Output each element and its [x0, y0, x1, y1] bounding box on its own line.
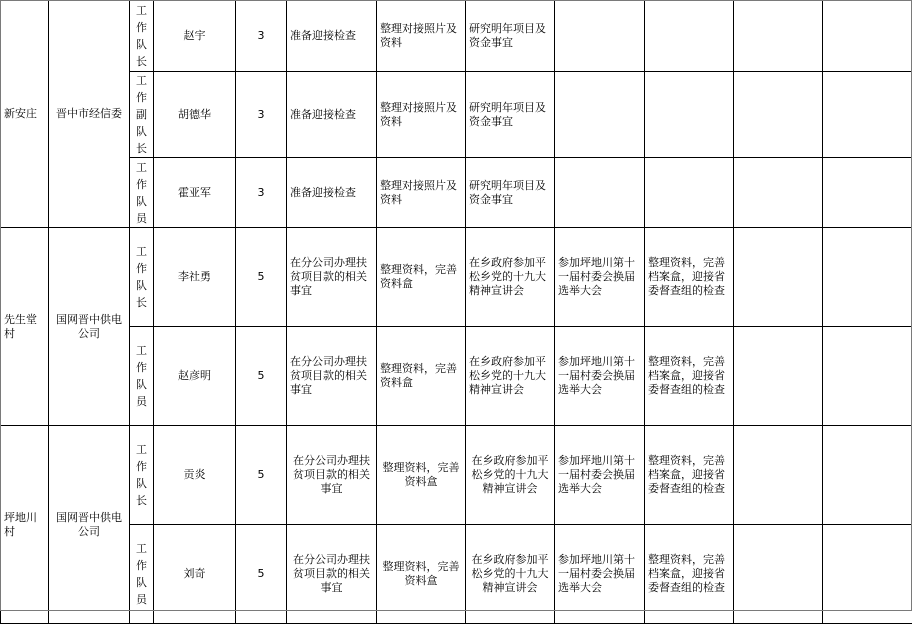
day7-cell[interactable] [823, 158, 912, 228]
day3-cell[interactable]: 在乡政府参加平松乡党的十九大精神宣讲会 [466, 426, 555, 525]
day4-cell[interactable]: 参加坪地川第十一届村委会换届选举大会 [555, 327, 645, 426]
day2-cell[interactable]: 整理资料，完善资料盒 [377, 525, 466, 624]
day6-cell[interactable] [734, 158, 823, 228]
village-cell[interactable]: 先生堂村 [1, 228, 49, 426]
day5-cell[interactable] [645, 1, 734, 72]
day3-cell[interactable]: 研究明年项目及资金事宜 [466, 1, 555, 72]
day6-cell[interactable] [734, 1, 823, 72]
table-row [1, 72, 912, 158]
table-row [1, 1, 912, 72]
table-row [1, 426, 912, 525]
name-cell[interactable]: 刘奇 [154, 525, 236, 624]
day5-cell[interactable]: 整理资料，完善档案盒，迎接省委督查组的检查 [645, 525, 734, 624]
unit-cell[interactable]: 国网晋中供电公司 [49, 426, 130, 624]
day6-cell[interactable] [734, 426, 823, 525]
day1-cell[interactable]: 准备迎接检查 [287, 1, 377, 72]
day4-cell[interactable]: 参加坪地川第十一届村委会换届选举大会 [555, 525, 645, 624]
day1-cell[interactable]: 准备迎接检查 [287, 72, 377, 158]
day6-cell[interactable] [734, 72, 823, 158]
day7-cell[interactable] [823, 525, 912, 624]
day4-cell[interactable]: 参加坪地川第十一届村委会换届选举大会 [555, 228, 645, 327]
role-cell[interactable]: 工作队员 [130, 525, 154, 624]
count-cell[interactable]: 3 [236, 158, 287, 228]
day1-cell[interactable]: 在分公司办理扶贫项目款的相关事宜 [287, 426, 377, 525]
village-cell[interactable]: 坪地川村 [1, 426, 49, 624]
day5-cell[interactable] [645, 158, 734, 228]
table-row [1, 228, 912, 327]
day6-cell[interactable] [734, 327, 823, 426]
day1-cell[interactable]: 在分公司办理扶贫项目款的相关事宜 [287, 228, 377, 327]
name-cell[interactable]: 霍亚军 [154, 158, 236, 228]
day7-cell[interactable] [823, 72, 912, 158]
day5-cell[interactable]: 整理资料，完善档案盒，迎接省委督查组的检查 [645, 327, 734, 426]
table-row [1, 525, 912, 624]
day4-cell[interactable] [555, 1, 645, 72]
table-row [1, 327, 912, 426]
day4-cell[interactable] [555, 158, 645, 228]
role-cell[interactable]: 工作队长 [130, 228, 154, 327]
role-cell[interactable]: 工作副队长 [130, 72, 154, 158]
day2-cell[interactable]: 整理资料，完善资料盒 [377, 426, 466, 525]
day5-cell[interactable]: 整理资料，完善档案盒，迎接省委督查组的检查 [645, 228, 734, 327]
day2-cell[interactable]: 整理对接照片及资料 [377, 1, 466, 72]
name-cell[interactable]: 贡炎 [154, 426, 236, 525]
count-cell[interactable]: 5 [236, 525, 287, 624]
day5-cell[interactable] [645, 72, 734, 158]
day2-cell[interactable]: 整理资料，完善资料盒 [377, 327, 466, 426]
table-row [1, 158, 912, 228]
day4-cell[interactable] [555, 72, 645, 158]
count-cell[interactable]: 5 [236, 327, 287, 426]
role-cell[interactable]: 工作队员 [130, 327, 154, 426]
day2-cell[interactable]: 整理对接照片及资料 [377, 158, 466, 228]
day1-cell[interactable]: 在分公司办理扶贫项目款的相关事宜 [287, 525, 377, 624]
count-cell[interactable]: 5 [236, 426, 287, 525]
day7-cell[interactable] [823, 327, 912, 426]
day2-cell[interactable]: 整理资料，完善资料盒 [377, 228, 466, 327]
name-cell[interactable]: 李社勇 [154, 228, 236, 327]
day6-cell[interactable] [734, 228, 823, 327]
day3-cell[interactable]: 研究明年项目及资金事宜 [466, 72, 555, 158]
day3-cell[interactable]: 在乡政府参加平松乡党的十九大精神宣讲会 [466, 525, 555, 624]
day7-cell[interactable] [823, 426, 912, 525]
day5-cell[interactable]: 整理资料，完善档案盒，迎接省委督查组的检查 [645, 426, 734, 525]
day3-cell[interactable]: 在乡政府参加平松乡党的十九大精神宣讲会 [466, 327, 555, 426]
unit-cell[interactable]: 国网晋中供电公司 [49, 228, 130, 426]
name-cell[interactable]: 赵宇 [154, 1, 236, 72]
role-cell[interactable]: 工作队长 [130, 426, 154, 525]
day6-cell[interactable] [734, 525, 823, 624]
name-cell[interactable]: 赵彦明 [154, 327, 236, 426]
day7-cell[interactable] [823, 228, 912, 327]
unit-cell[interactable]: 晋中市经信委 [49, 1, 130, 228]
day3-cell[interactable]: 研究明年项目及资金事宜 [466, 158, 555, 228]
day1-cell[interactable]: 在分公司办理扶贫项目款的相关事宜 [287, 327, 377, 426]
village-cell[interactable]: 新安庄 [1, 1, 49, 228]
day1-cell[interactable]: 准备迎接检查 [287, 158, 377, 228]
role-cell[interactable]: 工作队长 [130, 1, 154, 72]
day3-cell[interactable]: 在乡政府参加平松乡党的十九大精神宣讲会 [466, 228, 555, 327]
day7-cell[interactable] [823, 1, 912, 72]
day4-cell[interactable]: 参加坪地川第十一届村委会换届选举大会 [555, 426, 645, 525]
name-cell[interactable]: 胡德华 [154, 72, 236, 158]
role-cell[interactable]: 工作队员 [130, 158, 154, 228]
count-cell[interactable]: 5 [236, 228, 287, 327]
count-cell[interactable]: 3 [236, 1, 287, 72]
day2-cell[interactable]: 整理对接照片及资料 [377, 72, 466, 158]
count-cell[interactable]: 3 [236, 72, 287, 158]
